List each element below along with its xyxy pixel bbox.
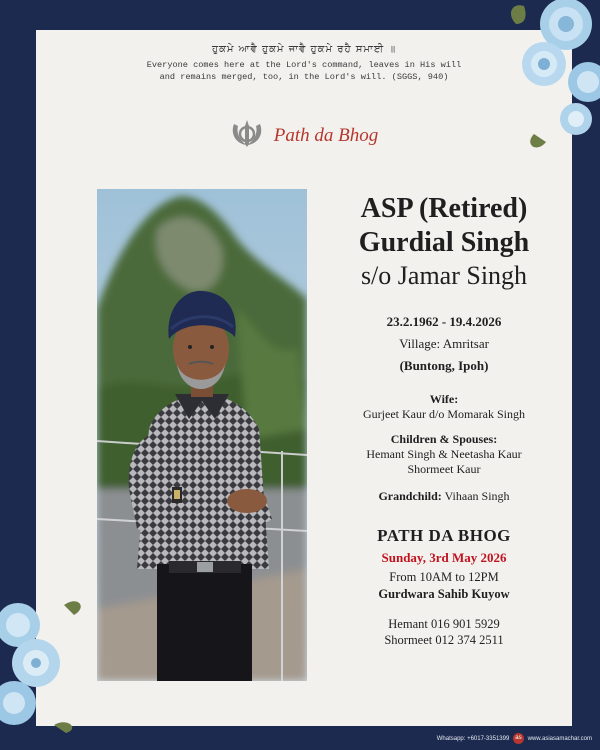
children-line2: Shormeet Kaur <box>407 462 481 476</box>
person-name: Gurdial Singh <box>358 227 530 258</box>
wife-label: Wife: <box>429 392 459 406</box>
bhog-date: Sunday, 3rd May 2026 <box>381 550 507 565</box>
wife-name: Gurjeet Kaur d/o Momarak Singh <box>363 407 525 421</box>
gurbani-quote <box>36 44 572 83</box>
obituary-details <box>328 192 560 648</box>
children-label: Children & Spouses: <box>390 432 498 446</box>
contact-shormeet: Shormeet 012 374 2511 <box>384 633 504 647</box>
gurbani-translation-line1: Everyone comes here at the Lord's command, leaves in His will <box>146 60 462 70</box>
gurbani-translation <box>36 59 572 83</box>
blue-roses-decoration-bottom <box>0 585 94 740</box>
grandchild <box>328 489 560 504</box>
bhog-title: PATH DA BHOG <box>377 526 511 545</box>
header-title: Path da Bhog <box>273 124 379 146</box>
person-father: s/o Jamar Singh <box>360 261 528 290</box>
khanda-icon <box>230 118 264 153</box>
grandchild-name: Vihaan Singh <box>441 489 510 503</box>
bhog-time: From 10AM to 12PM <box>389 570 499 584</box>
gurbani-gurmukhi: ਹੁਕਮੇ ਆਵੈ ਹੁਕਮੇ ਜਾਵੈ ਹੁਕਮੇ ਰਹੈ ਸਮਾਈ ॥ <box>211 44 397 55</box>
person-rank: ASP (Retired) <box>360 193 528 224</box>
village: Village: Amritsar <box>399 336 489 351</box>
life-dates: 23.2.1962 - 19.4.2026 <box>386 314 502 329</box>
grandchild-label: Grandchild: <box>378 489 442 503</box>
footer <box>437 733 592 744</box>
bhog-venue: Gurdwara Sahib Kuyow <box>378 587 510 601</box>
area: (Buntong, Ipoh) <box>399 358 489 373</box>
blue-roses-decoration <box>506 0 600 159</box>
gurbani-translation-line2: and remains merged, too, in the Lord's will. (SGGS, 940) <box>159 72 449 82</box>
asia-samachar-logo-icon: as <box>513 733 524 744</box>
contact-hemant: Hemant 016 901 5929 <box>388 617 500 631</box>
obituary-card <box>36 30 572 726</box>
footer-whatsapp: Whatsapp: +6017-3351399 <box>436 736 510 743</box>
children-line1: Hemant Singh & Neetasha Kaur <box>366 447 522 461</box>
portrait-photo <box>97 189 307 681</box>
footer-site: www.asiasamachar.com <box>527 736 592 743</box>
header <box>36 118 572 153</box>
contacts <box>328 616 560 648</box>
